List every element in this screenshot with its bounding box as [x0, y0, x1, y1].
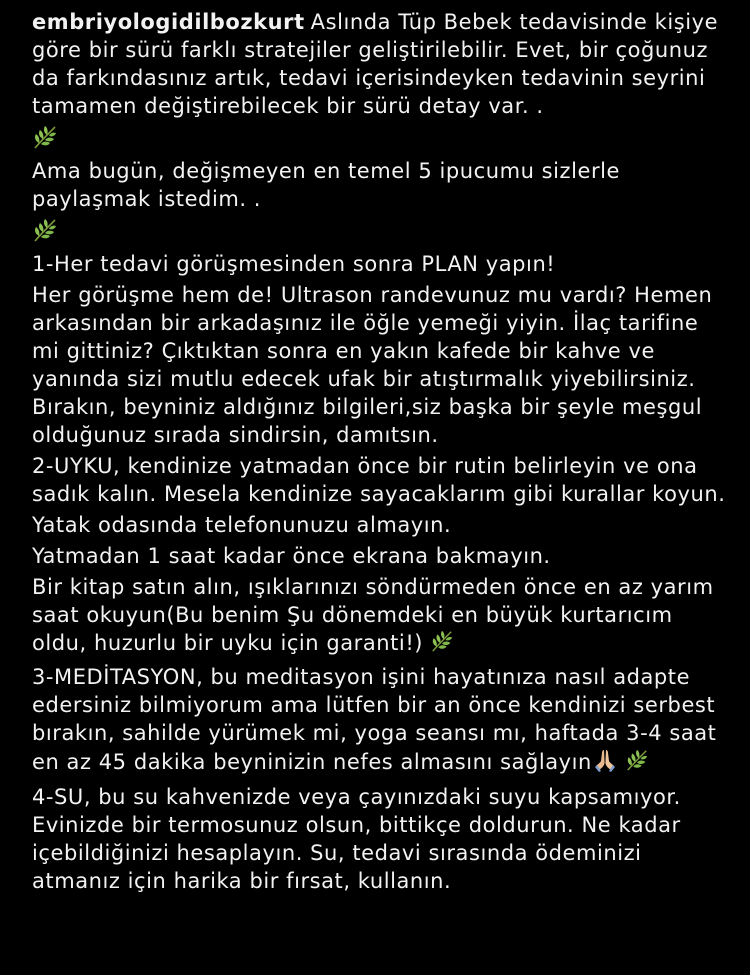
intro-text: Aslında Tüp Bebek tedavisinde kişiye göre bir sürü farklı stratejiler geliştirilebilir. Evet, bir çoğunuz da farkındasınız artık, tedavi içerisindeyken tedavinin seyrini tamamen değiştirebilecek bir sürü detay var. .: [32, 10, 719, 118]
tip2-rule-1: Yatak odasında telefonunuzu almayın.: [32, 513, 452, 537]
tip1-title: 1-Her tedavi görüşmesinden sonra PLAN yapın!: [32, 252, 556, 276]
tip2-rule-2: Yatmadan 1 saat kadar önce ekrana bakmayın.: [32, 544, 551, 568]
today-paragraph: Ama bugün, değişmeyen en temel 5 ipucumu sizlerle paylaşmak istedim. .: [32, 159, 621, 211]
herb-leaf-icon: [625, 748, 649, 779]
tip4-text: 4-SU, bu su kahvenizde veya çayınızdaki suyu kapsamıyor. Evinizde bir termosunuz olsun, bittikçe doldurun. Ne kadar içebildiğinizi hesaplayın. Su, tedavi sırasında ödeminizi atmanız için harika bir fırsat, kullanın.: [32, 785, 681, 893]
username-link[interactable]: embriyologidilbozkurt: [32, 10, 305, 34]
herb-leaf-icon: [430, 629, 454, 660]
tip2-title: 2-UYKU, kendinize yatmadan önce bir rutin belirleyin ve ona sadık kalın. Mesela kendinize sayacaklarım gibi kurallar koyun.: [32, 454, 726, 506]
intro-paragraph: [32, 8, 732, 120]
folded-hands-icon: [592, 747, 618, 780]
post-caption: [32, 8, 732, 898]
herb-leaf-icon: [32, 124, 58, 157]
leaf-divider-2: [32, 216, 732, 250]
tip3-paragraph: [32, 663, 732, 780]
leaf-divider-1: [32, 123, 732, 157]
herb-leaf-icon: [32, 217, 58, 250]
tip2-rule-3-paragraph: [32, 573, 732, 660]
tip1-body: Her görüşme hem de! Ultrason randevunuz mu vardı? Hemen arkasından bir arkadaşınız ile öğle yemeği yiyin. İlaç tarifine mi gittiniz? Çıktıktan sonra en yakın kafede bir kahve ve yanında sizi mutlu edecek ufak bir atıştırmalık yiyebilirsiniz. Bırakın, beyniniz aldığınız bilgileri,siz başka bir şeyle meşgul olduğunuz sırada sindirsin, damıtsın.: [32, 283, 713, 447]
tip2-rule-3: Bir kitap satın alın, ışıklarınızı söndürmeden önce en az yarım saat okuyun(Bu benim Şu dönemdeki en büyük kurtarıcım oldu, huzurlu bir uyku için garanti!): [32, 575, 714, 655]
tip3-text: 3-MEDİTASYON, bu meditasyon işini hayatınıza nasıl adapte edersiniz bilmiyorum ama lütfen bir an önce kendinizi serbest bırakın, sahilde yürümek mi, yoga seansı mı, haftada 3-4 saat en az 45 dakika beyninizin nefes almasını sağlayın: [32, 665, 717, 774]
